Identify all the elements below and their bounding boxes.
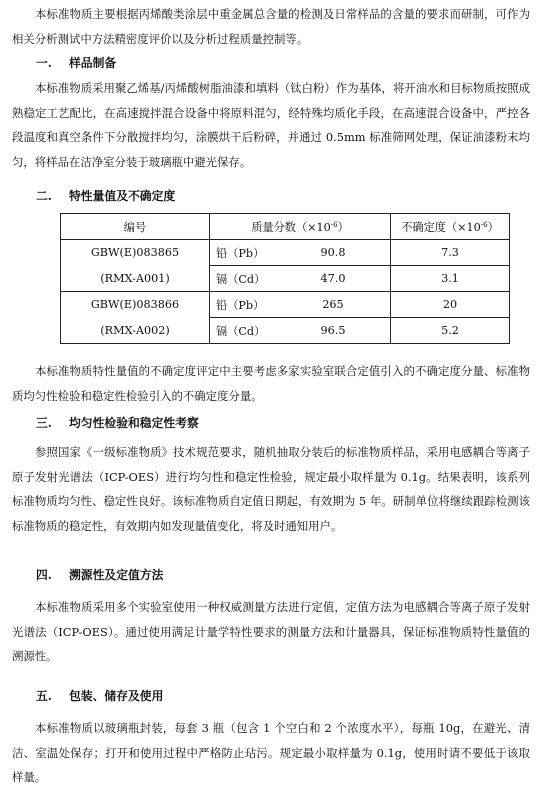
uncertainty-value: 7.3 <box>391 240 510 266</box>
section-heading-2 <box>36 186 175 206</box>
section-title: 均匀性检验和稳定性考察 <box>69 416 199 430</box>
section-heading-5 <box>36 686 163 706</box>
section-heading-3 <box>36 413 199 433</box>
section-title: 溯源性及定值方法 <box>69 568 164 582</box>
material-alt-code: (RMX-A001) <box>61 266 210 292</box>
element-name: 铅（Pb） <box>210 292 277 318</box>
uncertainty-value: 20 <box>391 292 510 318</box>
intro-paragraph: 本标准物质主要根据丙烯酸类涂层中重金属总含量的检测及日常样品的含量的要求而研制，可作为相关分析测试中方法精密度评价以及分析过程质量控制等。 <box>12 7 530 46</box>
mass-fraction-value: 265 <box>276 292 391 318</box>
table-row <box>61 318 510 344</box>
section-title: 包装、储存及使用 <box>69 689 164 703</box>
characteristic-values-table <box>60 213 510 344</box>
section-number: 二. <box>36 189 52 203</box>
section-1-paragraph: 本标准物质采用聚乙烯基/丙烯酸树脂油漆和填料（钛白粉）作为基体，将开油水和目标物质按照成熟稳定工艺配比，在高速搅拌混合设备中将原料混匀，经特殊均质化手段，在高速混合设备中，严控各段温度和真空条件下分散搅拌均匀，涂膜烘干后粉碎，并通过 0.5mm 标准筛网处理，保证油漆粉末均匀，将样品在洁净室分装于玻璃瓶中避光保存。 <box>12 81 530 169</box>
element-name: 镉（Cd） <box>210 318 277 344</box>
header-uncertainty: 不确定度$(\times 10^{-6})$ <box>391 214 510 240</box>
header-id: 编号 <box>61 214 210 240</box>
uncertainty-value: 5.2 <box>391 318 510 344</box>
section-heading-1 <box>36 53 116 73</box>
mass-fraction-value: 96.5 <box>276 318 391 344</box>
section-5-paragraph: 本标准物质以玻璃瓶封装，每套 3 瓶（包含 1 个空白和 2 个浓度水平），每瓶 10g，在避光、清洁、室温处保存；打开和使用过程中严格防止玷污。规定最小取样量为 0.1g，使用时请不要低于该取样量。 <box>12 721 530 784</box>
table-row <box>61 292 510 318</box>
section-2-paragraph: 本标准物质特性量值的不确定度评定中主要考虑多家实验室联合定值引入的不确定度分量、标准物质均匀性检验和稳定性检验引入的不确定度分量。 <box>12 364 530 403</box>
mass-fraction-value: 90.8 <box>276 240 391 266</box>
section-number: 五. <box>36 689 52 703</box>
section-4-paragraph: 本标准物质采用多个实验室使用一种权威测量方法进行定值，定值方法为电感耦合等离子原子发射光谱法（ICP-OES）。通过使用满足计量学特性要求的测量方法和计量器具，保证标准物质特性量值的溯源性。 <box>12 600 530 663</box>
header-mass-fraction: 质量分数$(\times 10^{-6})$ <box>210 214 391 240</box>
mass-fraction-value: 47.0 <box>276 266 391 292</box>
section-title: 样品制备 <box>69 56 117 70</box>
section-heading-4 <box>36 565 163 585</box>
section-number: 四. <box>36 568 52 582</box>
material-code: GBW(E)083866 <box>61 292 210 318</box>
element-name: 镉（Cd） <box>210 266 277 292</box>
section-number: 一. <box>36 56 52 70</box>
uncertainty-value: 3.1 <box>391 266 510 292</box>
material-code: GBW(E)083865 <box>61 240 210 266</box>
section-3-paragraph: 参照国家《一级标准物质》技术规范要求，随机抽取分装后的标准物质样品，采用电感耦合等离子原子发射光谱法（ICP-OES）进行均匀性和稳定性检验，规定最小取样量为 0.1g。结果表明，该系列标准物质均匀性、稳定性良好。该标准物质自定值日期起，有效期为 5 年。研制单位将继续跟踪检测该标准物质的稳定性，有效期内如发现量值变化，将及时通知用户。 <box>12 445 530 533</box>
section-title: 特性量值及不确定度 <box>69 189 176 203</box>
section-number: 三. <box>36 416 52 430</box>
table-row <box>61 240 510 266</box>
element-name: 铅（Pb） <box>210 240 277 266</box>
material-alt-code: (RMX-A002) <box>61 318 210 344</box>
table-header-row <box>61 214 510 240</box>
table-row <box>61 266 510 292</box>
